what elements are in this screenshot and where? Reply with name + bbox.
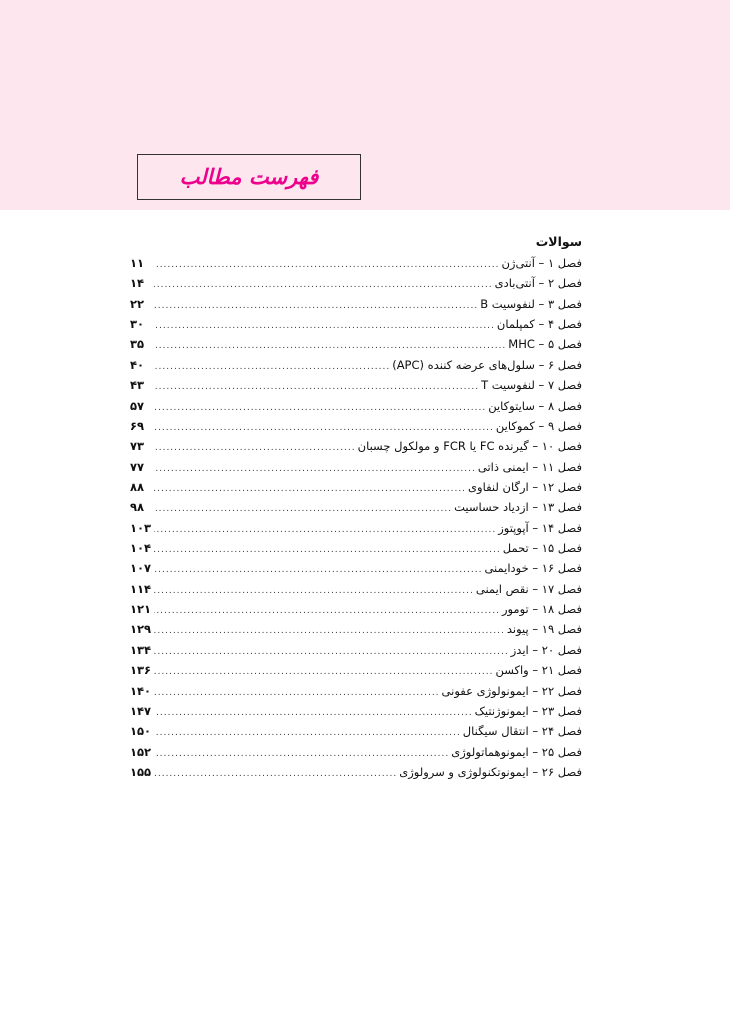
toc-dot-leader [154,377,479,397]
toc-dot-leader [154,642,509,662]
toc-entry-page-number: ۱۵۰ [130,724,152,739]
toc-entry-label: فصل ۱۱ – ایمنی ذاتی [477,459,582,474]
toc-entry-label: فصل ۱۸ – تومور [501,602,582,617]
toc-entry-page-number: ۱۳۶ [130,663,152,678]
toc-entry[interactable] [130,477,582,497]
toc-dot-leader [154,418,494,438]
toc-dot-leader [154,581,474,601]
toc-entry-page-number: ۱۲۹ [130,622,152,637]
toc-entry[interactable] [130,721,582,741]
toc-entry[interactable] [130,396,582,416]
toc-dot-leader [154,499,452,519]
toc-dot-leader [154,438,356,458]
toc-entry[interactable] [130,599,582,619]
toc-entry[interactable] [130,355,582,375]
toc-entry-page-number: ۱۲۱ [130,602,152,617]
toc-entry-page-number: ۱۳۴ [130,642,152,657]
toc-entry[interactable] [130,640,582,660]
toc-entry-label: فصل ۵ – MHC [508,337,582,352]
toc-entry-label: فصل ۲۰ – ایدز [510,642,582,657]
toc-entry-label: فصل ۲۵ – ایمونوهماتولوژی [451,744,582,759]
toc-dot-leader [154,275,493,295]
toc-entry[interactable] [130,314,582,334]
toc-dot-leader [154,398,486,418]
toc-entry-label: فصل ۳ – لنفوسیت B [480,296,582,311]
toc-entry-page-number: ۷۷ [130,459,145,474]
toc-entry-label: فصل ۱۶ – خودایمنی [484,561,582,576]
toc-entry-label: فصل ۷ – لنفوسیت T [481,378,582,393]
toc-entry[interactable] [130,334,582,354]
toc-entry[interactable] [130,416,582,436]
toc-entry-label: فصل ۱۳ – ازدیاد حساسیت [454,500,582,515]
toc-entry[interactable] [130,558,582,578]
toc-entry-label: فصل ۲ – آنتی‌بادی [494,276,582,291]
toc-entry-page-number: ۱۰۷ [130,561,152,576]
toc-entry-page-number: ۱۴ [130,276,145,291]
toc-entry-page-number: ۱۵۲ [130,744,152,759]
toc-dot-leader [154,357,390,377]
page-title: فهرست مطالب [179,165,319,189]
toc-entry[interactable] [130,457,582,477]
toc-list [130,253,582,782]
toc-dot-leader [154,459,476,479]
toc-entry-page-number: ۹۸ [130,500,145,515]
table-of-contents [130,232,582,782]
toc-dot-leader [154,744,449,764]
toc-entry-label: فصل ۹ – کموکاین [495,418,582,433]
toc-entry-page-number: ۱۴۷ [130,703,152,718]
toc-entry-label: فصل ۱۷ – نقص ایمنی [475,581,582,596]
toc-entry[interactable] [130,619,582,639]
toc-entry-page-number: ۶۹ [130,418,145,433]
toc-dot-leader [154,601,500,621]
toc-entry-label: فصل ۱۴ – آپوپتوز [498,520,582,535]
toc-entry-label: فصل ۱۲ – ارگان لنفاوی [468,479,582,494]
section-heading: سوالات [535,234,582,249]
toc-entry[interactable] [130,701,582,721]
toc-entry[interactable] [130,660,582,680]
toc-entry[interactable] [130,253,582,273]
toc-dot-leader [154,336,506,356]
toc-entry[interactable] [130,294,582,314]
toc-entry-page-number: ۱۰۳ [130,520,152,535]
toc-entry-label: فصل ۱ – آنتی‌ژن [501,256,582,270]
toc-entry-page-number: ۵۷ [130,398,145,413]
toc-entry-label: فصل ۲۶ – ایمونوتکنولوژی و سرولوژی [399,764,582,779]
toc-dot-leader [154,560,482,580]
toc-entry-page-number: ۷۳ [130,439,145,454]
toc-entry-page-number: ۱۱ [130,256,145,270]
toc-dot-leader [154,703,473,723]
toc-entry-page-number: ۴۳ [130,378,145,393]
toc-entry-page-number: ۲۲ [130,296,145,311]
toc-entry[interactable] [130,436,582,456]
toc-entry-label: فصل ۲۱ – واکسن [495,663,582,678]
toc-entry-page-number: ۱۵۵ [130,764,152,779]
toc-entry-label: فصل ۲۲ – ایمونولوژی عفونی [441,683,582,698]
toc-entry[interactable] [130,762,582,782]
toc-entry[interactable] [130,538,582,558]
toc-dot-leader [154,296,478,316]
toc-entry[interactable] [130,742,582,762]
toc-entry-label: فصل ۴ – کمپلمان [496,317,582,332]
toc-entry[interactable] [130,497,582,517]
toc-entry[interactable] [130,375,582,395]
header-band [0,0,730,210]
toc-entry-label: فصل ۱۰ – گیرنده FC یا FCR و مولکول چسبان [357,439,582,454]
toc-entry[interactable] [130,579,582,599]
toc-dot-leader [154,520,496,540]
toc-dot-leader [154,479,466,499]
toc-entry[interactable] [130,273,582,293]
toc-dot-leader [154,683,440,703]
toc-entry-page-number: ۴۰ [130,357,145,372]
toc-dot-leader [154,316,495,336]
toc-entry-page-number: ۱۱۴ [130,581,152,596]
toc-entry-label: فصل ۱۵ – تحمل [502,541,582,556]
toc-dot-leader [154,662,493,682]
toc-dot-leader [154,255,499,275]
toc-entry[interactable] [130,681,582,701]
toc-dot-leader [154,540,501,560]
toc-entry-page-number: ۸۸ [130,479,145,494]
toc-dot-leader [154,723,461,743]
toc-entry[interactable] [130,518,582,538]
toc-entry-page-number: ۱۴۰ [130,683,152,698]
toc-entry-label: فصل ۱۹ – پیوند [506,622,582,637]
toc-entry-label: فصل ۸ – سایتوکاین [488,398,582,413]
toc-entry-label: فصل ۲۳ – ایمونوژنتیک [474,703,582,718]
toc-entry-label: فصل ۶ – سلول‌های عرضه کننده (APC) [392,357,582,372]
toc-dot-leader [154,764,397,784]
toc-entry-page-number: ۱۰۴ [130,541,152,556]
toc-entry-page-number: ۳۰ [130,317,145,332]
page-title-box [137,154,361,200]
toc-entry-page-number: ۳۵ [130,337,145,352]
toc-dot-leader [154,621,505,641]
toc-entry-label: فصل ۲۴ – انتقال سیگنال [462,724,582,739]
